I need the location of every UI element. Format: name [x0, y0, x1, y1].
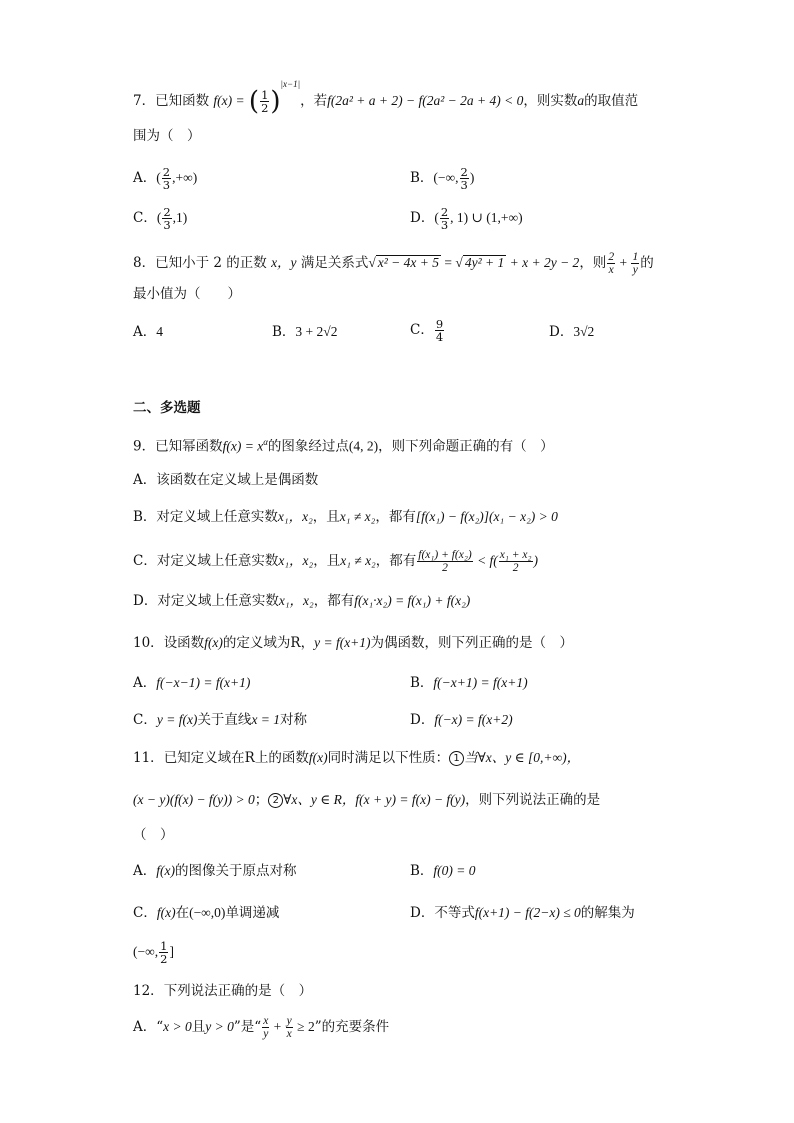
- q7-option-b-label: B．: [410, 170, 434, 187]
- q12-a-end: ”的充要条件: [314, 1019, 390, 1036]
- q10-c-text: 关于直线: [197, 712, 252, 728]
- q8-number: 8．: [133, 255, 156, 272]
- q8-frac1: [607, 251, 615, 276]
- q9-stem: [133, 438, 554, 454]
- q11-d-num: 1: [160, 939, 168, 953]
- q11-option-c[interactable]: [133, 906, 279, 921]
- q8-option-a[interactable]: [133, 325, 163, 340]
- q7-paren-close: ): [270, 86, 281, 117]
- q7-base-den: 2: [261, 101, 269, 115]
- q9-d-mid: ，都有: [313, 593, 355, 609]
- q9-text: 已知幂函数: [155, 438, 223, 455]
- q7-option-d-label: D．: [410, 210, 435, 227]
- q8-text4: 的: [640, 255, 654, 272]
- q7-option-d[interactable]: [410, 206, 523, 231]
- q12-stem: [133, 985, 312, 999]
- q7-option-a-den: 3: [162, 178, 171, 193]
- q9-d-pre: D．对定义域上任意实数: [133, 593, 279, 609]
- q9-c-frac1: [417, 549, 472, 574]
- q11-circle-2: 2: [268, 793, 283, 808]
- q9-text3: ，则下列命题正确的有（ ）: [378, 438, 554, 455]
- q11-text3: 当∀x、y ∈ [0,+∞)，: [464, 750, 581, 765]
- q7-option-c-den: 3: [163, 218, 171, 233]
- q7-option-a[interactable]: [133, 166, 197, 191]
- q11-option-d[interactable]: [410, 906, 635, 921]
- q10-option-d[interactable]: [410, 713, 513, 728]
- q9-text2: 的图象经过点: [267, 438, 349, 455]
- q11-number: 11．: [133, 750, 164, 766]
- q12-a-frac2: [286, 1015, 293, 1040]
- q9-b-vars: x₁，x₂: [277, 509, 313, 524]
- q7-number: 7．: [133, 93, 156, 109]
- q10-a-text: f(−x−1) = f(x+1): [156, 675, 251, 690]
- q11-option-d-continued: [133, 940, 174, 965]
- q9-d-expr: f(x₁·x₂) = f(x₁) + f(x₂): [354, 593, 471, 608]
- q7-option-d-frac: [440, 206, 449, 231]
- q7-option-c-pre: (: [156, 210, 162, 226]
- q8-radicand2: 4y² + 1: [464, 255, 505, 271]
- q9-c-lt: < f(: [473, 553, 498, 569]
- q10-d-text: f(−x) = f(x+2): [434, 712, 513, 727]
- q9-c-mid2: ，都有: [375, 553, 417, 570]
- q9-b-expr: [f(x₁) − f(x₂)](x₁ − x₂) > 0: [415, 509, 558, 524]
- q7-option-b[interactable]: [410, 166, 474, 191]
- q11-c-text2: 单调递减: [225, 905, 280, 921]
- q8-option-c-label: C．: [410, 322, 434, 339]
- q8-stem-line2: 最小值为（ ）: [133, 286, 241, 302]
- q8-option-d[interactable]: [549, 325, 594, 340]
- q8-sqrt-sign2: √: [455, 255, 463, 271]
- q7-option-a-label: A．: [133, 170, 157, 187]
- q9-option-d[interactable]: [133, 594, 470, 609]
- q9-d-vars: x₁，x₂: [278, 593, 314, 608]
- q7-option-c-num: 2: [163, 205, 171, 219]
- q7-option-b-den: 3: [460, 178, 468, 193]
- q9-exponent: α: [263, 437, 268, 447]
- q12-a-plus: +: [270, 1019, 285, 1035]
- q10-d-label: D．: [410, 712, 435, 728]
- q7-option-b-pre: (−∞,: [433, 170, 459, 186]
- q7-base-num: 1: [261, 87, 269, 102]
- q11-d-text: 的解集为: [580, 905, 635, 921]
- q8-stem-line1: [133, 251, 654, 276]
- q10-number: 10．: [133, 635, 164, 651]
- q9-b-pre: B．对定义域上任意实数: [133, 509, 278, 525]
- q7-option-c-post: ,1): [172, 210, 188, 226]
- q9-c-den: 2: [442, 562, 448, 575]
- q11-stem-line2: [133, 793, 600, 808]
- q9-function: f(x) = x: [222, 438, 264, 454]
- q7-stem-line1: [133, 80, 638, 115]
- q11-sep: ；: [254, 792, 269, 808]
- q7-option-d-den: 3: [440, 218, 449, 233]
- q11-option-a[interactable]: [133, 864, 296, 879]
- q11-a-expr: f(x): [156, 863, 175, 878]
- q11-d-cont-pre: (−∞,: [133, 944, 159, 960]
- q10-text: 设函数: [163, 635, 205, 651]
- q7-option-a-frac: [162, 166, 171, 191]
- q7-base-fraction: [260, 89, 269, 114]
- q12-a-pre: A．“: [133, 1019, 164, 1036]
- q10-stem: [133, 636, 573, 651]
- q7-option-a-num: 2: [162, 165, 171, 179]
- q12-text: 下列说法正确的是（ ）: [163, 983, 313, 999]
- q10-b-label: B．: [410, 675, 434, 691]
- q12-a-mid: ”是“: [233, 1019, 262, 1036]
- q11-cond2: ∀x、y ∈ R，f(x + y) = f(x) − f(y): [283, 792, 466, 807]
- q9-c-mid: ，且: [313, 553, 341, 570]
- q7-exponent: |x−1|: [280, 79, 301, 89]
- q8-frac2: [631, 251, 639, 276]
- q9-b-mid: ，且: [312, 509, 340, 525]
- q7-paren-open: (: [248, 86, 260, 117]
- q8-option-b-text: 3 + 2√2: [295, 324, 338, 339]
- q9-point: (4, 2): [348, 438, 379, 454]
- q11-circle-1: 1: [449, 751, 464, 766]
- q11-d-den: 2: [160, 952, 168, 967]
- q8-option-c[interactable]: [410, 318, 445, 343]
- q9-option-b[interactable]: [133, 510, 558, 525]
- q12-a-frac1: [262, 1015, 269, 1040]
- q7-text: 已知函数: [155, 93, 210, 109]
- q10-option-a[interactable]: [133, 676, 250, 691]
- q8-plus: +: [616, 255, 631, 271]
- q7-option-b-num: 2: [460, 165, 468, 179]
- q7-option-d-post: , 1) ∪ (1,+∞): [450, 210, 523, 226]
- q8-option-a-text: 4: [156, 324, 163, 339]
- q7-stem-line2: 围为（ ）: [133, 128, 201, 144]
- q11-d-label: D．不等式: [410, 905, 475, 921]
- q9-c-end: ): [533, 553, 539, 569]
- q7-option-a-pre: (: [156, 170, 161, 186]
- q8-f2-den: y: [632, 264, 638, 277]
- q7-option-d-pre: (: [434, 210, 439, 226]
- section-title: 二、多选题: [133, 400, 201, 416]
- q8-vars: x，y: [271, 255, 297, 271]
- q7-condition: f(2a² + a + 2) − f(2a² − 2a + 4) < 0: [327, 93, 524, 108]
- q7-option-c[interactable]: [133, 206, 187, 231]
- q7-text4: 的取值范: [584, 93, 639, 109]
- q10-function: f(x): [204, 635, 223, 650]
- q11-option-b[interactable]: [410, 864, 476, 879]
- q8-equals: =: [441, 255, 456, 271]
- q11-c-expr: f(x): [156, 905, 176, 920]
- q12-a-ge: ≥ 2: [293, 1019, 315, 1035]
- q12-a-n1: x: [263, 1015, 269, 1027]
- q9-c-frac2: [499, 549, 533, 574]
- q11-c-text: 在: [175, 905, 190, 921]
- q11-stem-line3: （ ）: [133, 827, 174, 843]
- q11-a-label: A．: [133, 863, 157, 879]
- q9-number: 9．: [133, 438, 156, 455]
- q11-c-label: C．: [133, 905, 157, 921]
- q12-a-cond: x > 0: [163, 1019, 192, 1035]
- q8-option-c-num: 9: [435, 317, 444, 331]
- q9-c-num2: x₁ + x₂: [499, 549, 532, 561]
- q8-radicand1: x² − 4x + 5: [377, 255, 440, 271]
- q11-d-frac: [159, 940, 168, 965]
- q9-c-vars: x₁，x₂: [278, 553, 314, 569]
- q10-a-label: A．: [133, 675, 157, 691]
- q8-text2: 满足关系式: [300, 255, 369, 272]
- q10-c-expr: y = f(x): [156, 712, 198, 727]
- q7-variable: a: [577, 93, 585, 108]
- q11-d-cont-post: ]: [169, 944, 174, 960]
- q12-a-and: 且: [191, 1019, 206, 1036]
- q8-f2-num: 1: [632, 251, 639, 263]
- q12-option-a[interactable]: [133, 1015, 389, 1040]
- q11-b-text: f(0) = 0: [433, 863, 476, 878]
- q7-option-d-num: 2: [440, 205, 449, 219]
- q9-c-neq: x₁ ≠ x₂: [340, 553, 376, 569]
- q7-text2: ，若: [300, 93, 328, 109]
- q10-c-label: C．: [133, 712, 157, 728]
- q8-sqrt-sign1: √: [368, 255, 376, 271]
- q10-c-text2: 对称: [280, 712, 308, 728]
- q12-a-d2: x: [286, 1028, 292, 1041]
- q10-option-c[interactable]: [133, 713, 307, 728]
- q12-a-cond2: y > 0: [205, 1019, 234, 1035]
- q9-option-c[interactable]: [133, 549, 538, 574]
- q12-a-d1: y: [263, 1028, 269, 1041]
- q10-b-text: f(−x+1) = f(x+1): [433, 675, 528, 690]
- q11-cond1: (x − y)(f(x) − f(y)) > 0: [133, 792, 255, 807]
- q8-option-c-den: 4: [435, 330, 444, 345]
- q11-text: 已知定义域在R上的函数: [163, 750, 309, 766]
- q11-stem-line1: [133, 751, 580, 766]
- q8-option-b-label: B．: [272, 324, 296, 340]
- q12-a-n2: y: [286, 1015, 292, 1027]
- q9-b-mid2: ，都有: [375, 509, 416, 525]
- q10-text2: 的定义域为R，: [222, 635, 315, 651]
- q7-option-a-post: ,+∞): [172, 170, 198, 186]
- q9-c-pre: C．对定义域上任意实数: [133, 553, 279, 570]
- q9-b-neq: x₁ ≠ x₂: [339, 509, 376, 524]
- q8-option-c-frac: [435, 318, 444, 343]
- q8-text: 已知小于 2 的正数: [155, 255, 267, 272]
- q11-function: f(x): [308, 750, 328, 765]
- q8-f1-den: x: [608, 264, 614, 277]
- q7-option-b-frac: [460, 166, 469, 191]
- q7-option-c-label: C．: [133, 210, 157, 227]
- q7-function: f(x) =: [213, 93, 245, 108]
- q8-option-d-label: D．: [549, 324, 574, 340]
- q9-c-den2: 2: [512, 562, 519, 575]
- q11-text2: 同时满足以下性质：: [327, 750, 450, 766]
- q8-f1-num: 2: [608, 251, 615, 263]
- q12-number: 12．: [133, 983, 164, 999]
- q8-rest: + x + 2y − 2: [506, 255, 580, 271]
- q11-c-interval: (−∞,0): [189, 905, 226, 920]
- q10-option-b[interactable]: [410, 676, 528, 691]
- q10-c-line: x = 1: [251, 712, 281, 727]
- q9-option-a[interactable]: A．该函数在定义域上是偶函数: [133, 472, 319, 488]
- q9-c-num: f(x₁) + f(x₂): [418, 549, 472, 561]
- q11-b-label: B．: [410, 863, 434, 879]
- q7-option-b-post: ): [469, 170, 475, 186]
- q8-option-a-label: A．: [133, 324, 157, 340]
- q11-a-text: 的图像关于原点对称: [174, 863, 297, 879]
- q11-text4: ，则下列说法正确的是: [465, 792, 601, 808]
- q8-text3: ，则: [579, 255, 607, 272]
- q11-d-expr: f(x+1) − f(2−x) ≤ 0: [474, 905, 581, 920]
- q7-option-c-frac: [162, 206, 171, 231]
- q8-option-b[interactable]: [272, 325, 337, 340]
- q8-option-d-text: 3√2: [573, 324, 595, 339]
- q7-text3: ，则实数: [523, 93, 578, 109]
- q10-text3: 为偶函数，则下列正确的是（ ）: [370, 635, 574, 651]
- q10-condition: y = f(x+1): [314, 635, 371, 650]
